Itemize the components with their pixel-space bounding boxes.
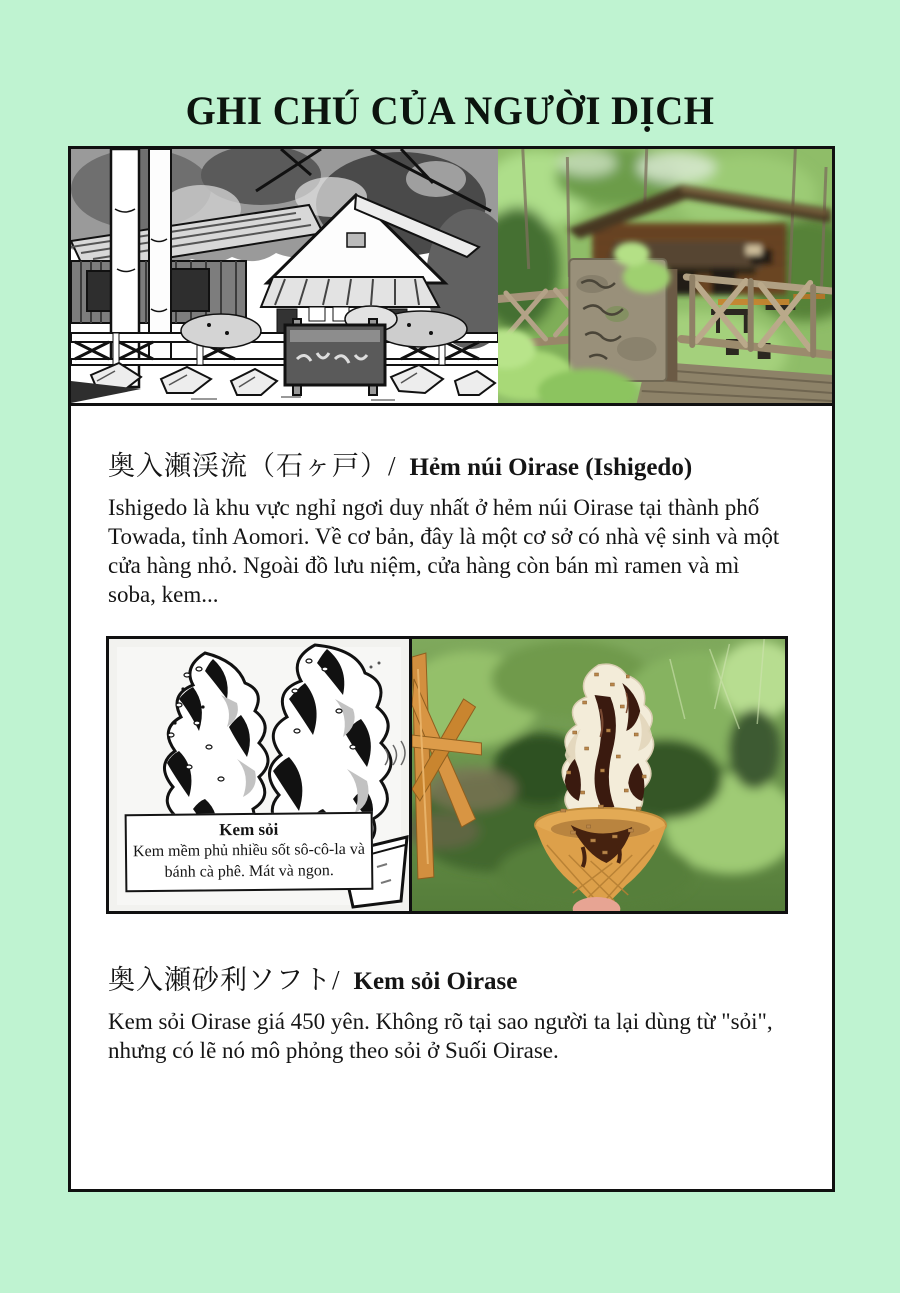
section2-heading-vietnamese: Kem sỏi Oirase: [353, 967, 518, 995]
icecream-image-row: [106, 636, 788, 914]
section2-paragraph: Kem sỏi Oirase giá 450 yên. Không rõ tại sao người ta lại dùng từ "sỏi", nhưng có lẽ nó mô phỏng theo sỏi ở Suối Oirase.: [108, 1008, 773, 1063]
notes-content: [71, 444, 832, 1066]
section1-heading: [108, 444, 790, 483]
resthouse-image-row: [71, 149, 832, 406]
section1-heading-japanese: 奥入瀬渓流（石ヶ戸）/: [108, 451, 397, 481]
section2-heading: [108, 958, 790, 997]
manga-resthouse-illustration: [71, 149, 498, 403]
softserve-photo-image: [409, 639, 785, 911]
page-title: GHI CHÚ CỦA NGƯỜI DỊCH: [185, 87, 715, 133]
icecream-caption-box: [125, 812, 374, 893]
icecream-caption-title: Kem sỏi: [219, 819, 279, 840]
section1-heading-vietnamese: Hẻm núi Oirase (Ishigedo): [409, 454, 693, 481]
manga-resthouse-image: [71, 149, 498, 403]
manga-icecream-image: [109, 639, 409, 911]
icecream-caption-text: Kem mềm phủ nhiều sốt sô-cô-la và bánh cà phê. Mát và ngon.: [132, 840, 366, 881]
section2-heading-japanese: 奥入瀬砂利ソフト/: [108, 964, 341, 995]
resthouse-photo-illustration: [498, 149, 832, 403]
section1-paragraph: Ishigedo là khu vực nghỉ ngơi duy nhất ở hẻm núi Oirase tại thành phố Towada, tỉnh Aomori. Về cơ bản, đây là một cơ sở có nhà vệ sinh và một cửa hàng nhỏ. Ngoài đồ lưu niệm, cửa hàng còn bán mì ramen và mì soba, kem...: [108, 495, 780, 607]
resthouse-photo-image: [498, 149, 832, 403]
softserve-photo-illustration: [412, 639, 785, 911]
notes-panel: [68, 146, 835, 1192]
